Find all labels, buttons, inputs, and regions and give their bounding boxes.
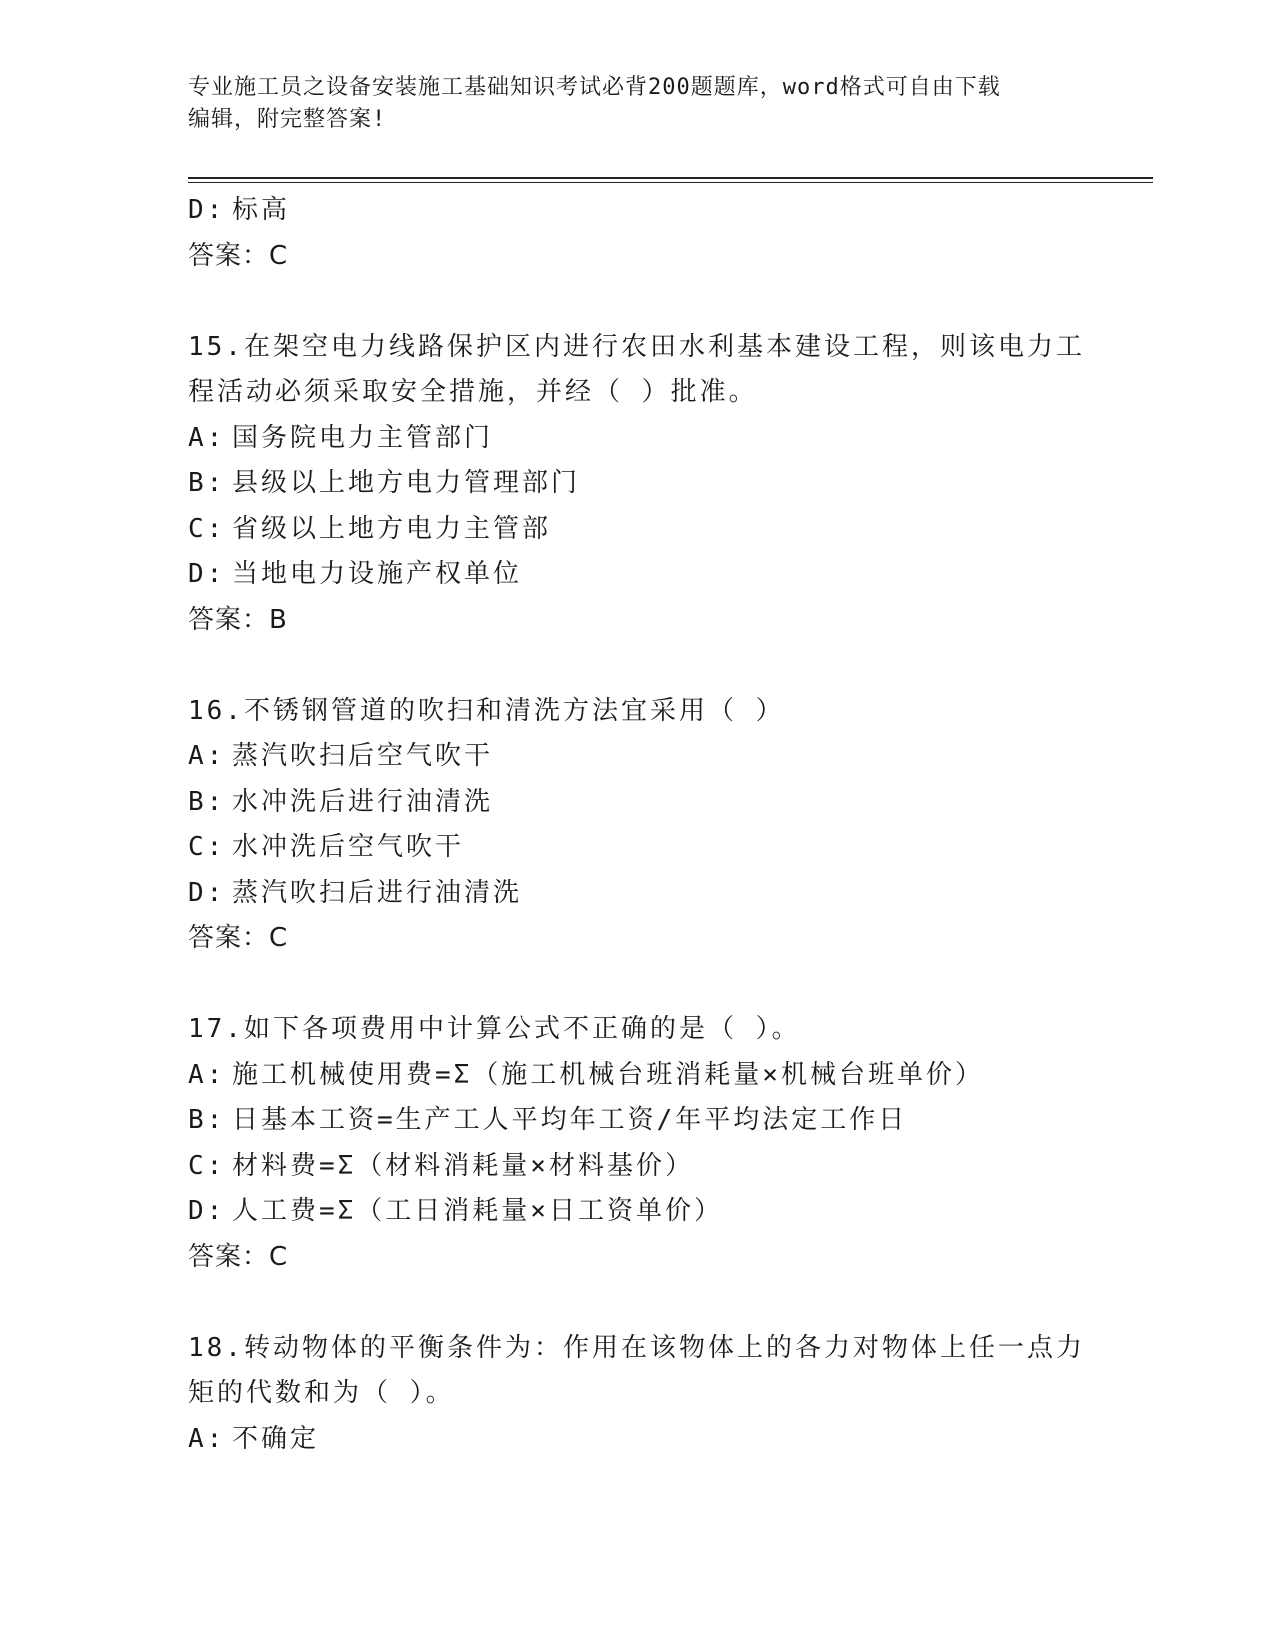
question-stem-continued: 程活动必须采取安全措施，并经（ ）批准。 — [188, 377, 758, 407]
option-text: 标高 — [232, 195, 291, 225]
spacer — [188, 279, 1108, 325]
option-a — [188, 734, 1108, 780]
option-key: A: — [188, 1059, 226, 1090]
question-18 — [188, 1326, 1108, 1463]
answer-line: 答案：C — [188, 240, 289, 271]
option-c — [188, 1144, 1108, 1190]
option-key: D: — [188, 195, 226, 225]
option-c — [188, 507, 1108, 553]
spacer — [188, 962, 1108, 1008]
option-text: 水冲洗后空气吹干 — [232, 832, 465, 862]
option-key: A: — [188, 1423, 226, 1454]
option-text: 水冲洗后进行油清洗 — [232, 786, 494, 817]
answer-line: 答案：C — [188, 923, 289, 953]
option-text: 国务院电力主管部门 — [232, 422, 494, 453]
question-stem: 18.转动物体的平衡条件为：作用在该物体上的各力对物体上任一点力 — [188, 1332, 1085, 1363]
option-key: A: — [188, 741, 226, 771]
question-stem-continued: 矩的代数和为（ ）。 — [188, 1378, 455, 1408]
question-stem: 15.在架空电力线路保护区内进行农田水利基本建设工程，则该电力工 — [188, 331, 1085, 362]
spacer — [188, 643, 1108, 689]
option-key: D: — [188, 877, 226, 908]
option-a — [188, 1053, 1108, 1099]
option-b — [188, 780, 1108, 826]
option-key: A: — [188, 422, 226, 453]
option-d — [188, 1189, 1108, 1235]
option-key: D: — [188, 559, 226, 589]
question-16 — [188, 689, 1108, 962]
question-list — [188, 188, 1108, 1462]
spacer — [188, 1280, 1108, 1326]
page-header — [188, 72, 1088, 136]
option-text: 材料费=Σ（材料消耗量×材料基价） — [232, 1150, 694, 1181]
answer-line: 答案：B — [188, 604, 288, 635]
header-divider — [188, 177, 1153, 183]
option-d — [188, 188, 1108, 234]
option-key: B: — [188, 1105, 226, 1135]
option-key: B: — [188, 468, 226, 498]
option-text: 蒸汽吹扫后空气吹干 — [232, 741, 494, 771]
option-key: C: — [188, 1150, 226, 1181]
option-key: C: — [188, 513, 226, 544]
question-17 — [188, 1007, 1108, 1280]
question-15 — [188, 325, 1108, 644]
option-b — [188, 1098, 1108, 1144]
option-d — [188, 552, 1108, 598]
option-text: 蒸汽吹扫后进行油清洗 — [232, 877, 523, 908]
option-key: C: — [188, 832, 226, 862]
option-text: 人工费=Σ（工日消耗量×日工资单价） — [232, 1196, 723, 1226]
option-text: 省级以上地方电力主管部 — [232, 513, 552, 544]
option-text: 县级以上地方电力管理部门 — [232, 468, 581, 498]
option-text: 当地电力设施产权单位 — [232, 559, 523, 589]
option-a — [188, 416, 1108, 462]
option-key: D: — [188, 1196, 226, 1226]
option-c — [188, 825, 1108, 871]
header-title-line-1: 专业施工员之设备安装施工基础知识考试必背200题题库，word格式可自由下载 — [188, 75, 1001, 100]
option-a — [188, 1417, 1108, 1463]
option-key: B: — [188, 786, 226, 817]
option-b — [188, 461, 1108, 507]
option-d — [188, 871, 1108, 917]
header-title-line-2: 编辑，附完整答案! — [188, 107, 387, 132]
question-stem: 17.如下各项费用中计算公式不正确的是（ ）。 — [188, 1014, 801, 1044]
question-stem: 16.不锈钢管道的吹扫和清洗方法宜采用（ ） — [188, 695, 785, 726]
option-text: 日基本工资=生产工人平均年工资/年平均法定工作日 — [232, 1105, 908, 1135]
option-text: 施工机械使用费=Σ（施工机械台班消耗量×机械台班单价） — [232, 1059, 984, 1090]
answer-line: 答案：C — [188, 1241, 289, 1272]
option-text: 不确定 — [232, 1423, 320, 1454]
